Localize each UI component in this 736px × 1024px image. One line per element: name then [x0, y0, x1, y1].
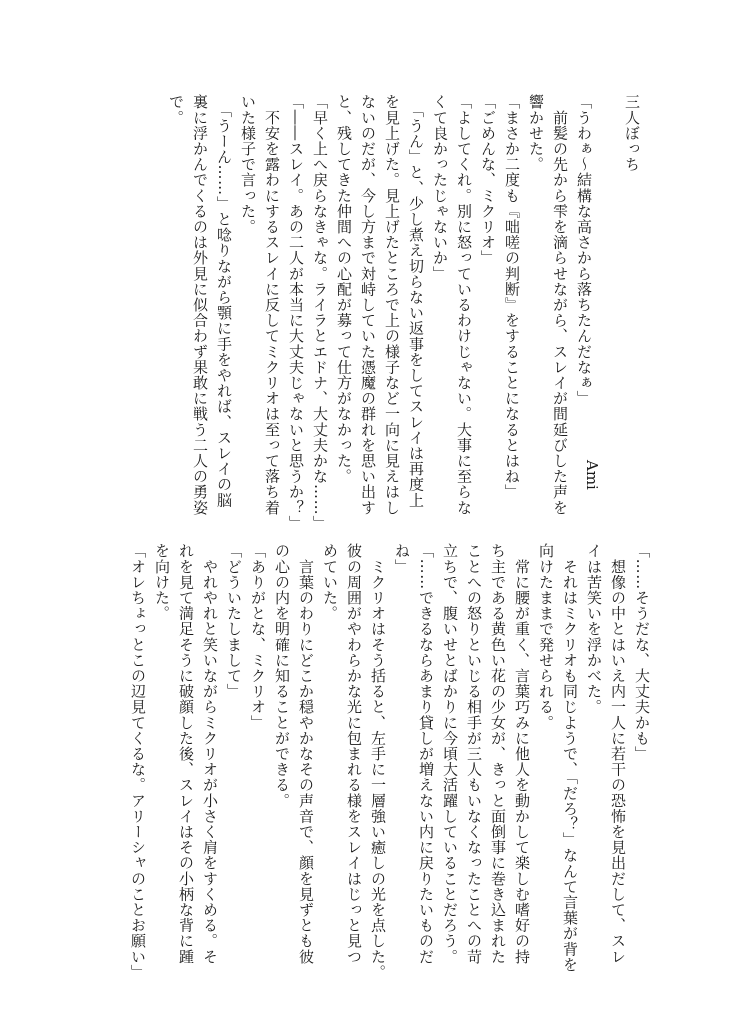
text-line: 「早く上へ戻らなきゃな。ライラとエドナ、大丈夫かな……」: [311, 94, 329, 531]
text-line: 「――スレイ。あの二人が本当に大丈夫じゃないと思うか？」: [287, 94, 305, 531]
text-line: を見上げた。見上げたところで上の様子など一向に見えはし: [383, 94, 401, 516]
text-line: 「まさか二度も『咄嗟の判断』をすることになるとはね」: [503, 94, 521, 500]
text-line: 「……できるならあまり貸しが増えない内に戻りたいものだ: [417, 543, 435, 965]
text-line: を向けた。: [153, 543, 171, 621]
text-line: やれやれと笑いながらミクリオが小さく肩をすくめる。そ: [201, 543, 219, 965]
text-line: 「……そうだな、大丈夫かも」: [633, 543, 651, 762]
text-line: で。: [167, 94, 185, 126]
text-line: と、残してきた仲間への心配が募って仕方がなかった。: [335, 94, 353, 484]
text-line: 響かせた。: [527, 94, 545, 172]
text-line: 「うん」と、少し煮え切らない返事をしてスレイは再度上: [407, 94, 425, 508]
text-line: 「ごめんな、ミクリオ」: [479, 94, 497, 266]
text-line: れを見て満足そうに破顔した後、スレイはその小柄な背に踵: [177, 543, 195, 965]
lower-text-block: [126, 543, 654, 980]
text-line: 裏に浮かんでくるのは外見に似合わず果敢に戦う二人の勇姿: [191, 94, 209, 516]
text-line: ないのだが、今し方まで対峙していた憑魔の群れを思い出す: [359, 94, 377, 516]
text-line: 立ちで、腹いせとばかりに今頃大活躍していることだろう。: [441, 543, 459, 965]
text-line: 彼の周囲がやわらかな光に包まれる様をスレイはじっと見つ: [345, 543, 363, 965]
text-line: それはミクリオも同じようで、「だろ？」なんて言葉が背を: [561, 543, 579, 973]
text-line: 想像の中とはいえ内一人に若干の恐怖を見出だして、スレ: [609, 543, 627, 965]
text-line: イは苦笑いを浮かべた。: [585, 543, 603, 715]
text-line: ち主である黄色い花の少女が、きっと面倒事に巻き込まれた: [489, 543, 507, 965]
text-line: めていた。: [321, 543, 339, 621]
text-line: ことへの怒りといじる相手が三人もいなくなったことへの苛: [465, 543, 483, 965]
text-line: ミクリオはそう括ると、左手に一層強い癒しの光を点した。: [369, 543, 387, 980]
text-line: 向けたままで発せられる。: [537, 543, 555, 731]
author-name: Ami: [583, 460, 601, 490]
text-line: ね」: [393, 543, 411, 575]
text-line: 不安を露わにするスレイに反してミクリオは至って落ち着: [263, 94, 281, 516]
text-line: いた様子で言った。: [239, 94, 257, 235]
chapter-title: 三人ぼっち: [623, 94, 641, 172]
text-line: 常に腰が重く、言葉巧みに他人を動かして楽しむ嗜好の持: [513, 543, 531, 965]
text-line: 「よしてくれ。別に怒っているわけじゃない。大事に至らな: [455, 94, 473, 516]
text-line: くて良かったじゃないか」: [431, 94, 449, 282]
text-line: 言葉のわりにどこか穏やかなその声音で、顔を見ずとも彼: [297, 543, 315, 965]
upper-text-block: [164, 94, 644, 531]
text-line: 「うわぁ～結構な高さから落ちたんだなぁ」: [575, 94, 593, 406]
text-line: 「ありがとな、ミクリオ」: [249, 543, 267, 731]
text-line: 前髪の先から雫を滴らせながら、スレイが間延びした声を: [551, 94, 569, 516]
text-line: の心の内を明確に知ることができる。: [273, 543, 291, 809]
text-line: 「オレちょっとこの辺見てくるな。アリーシャのことお願い」: [129, 543, 147, 980]
text-line: 「うーん……」と唸りながら顎に手をやれば、スレイの脳: [215, 94, 233, 508]
text-line: 「どういたしまして」: [225, 543, 243, 699]
